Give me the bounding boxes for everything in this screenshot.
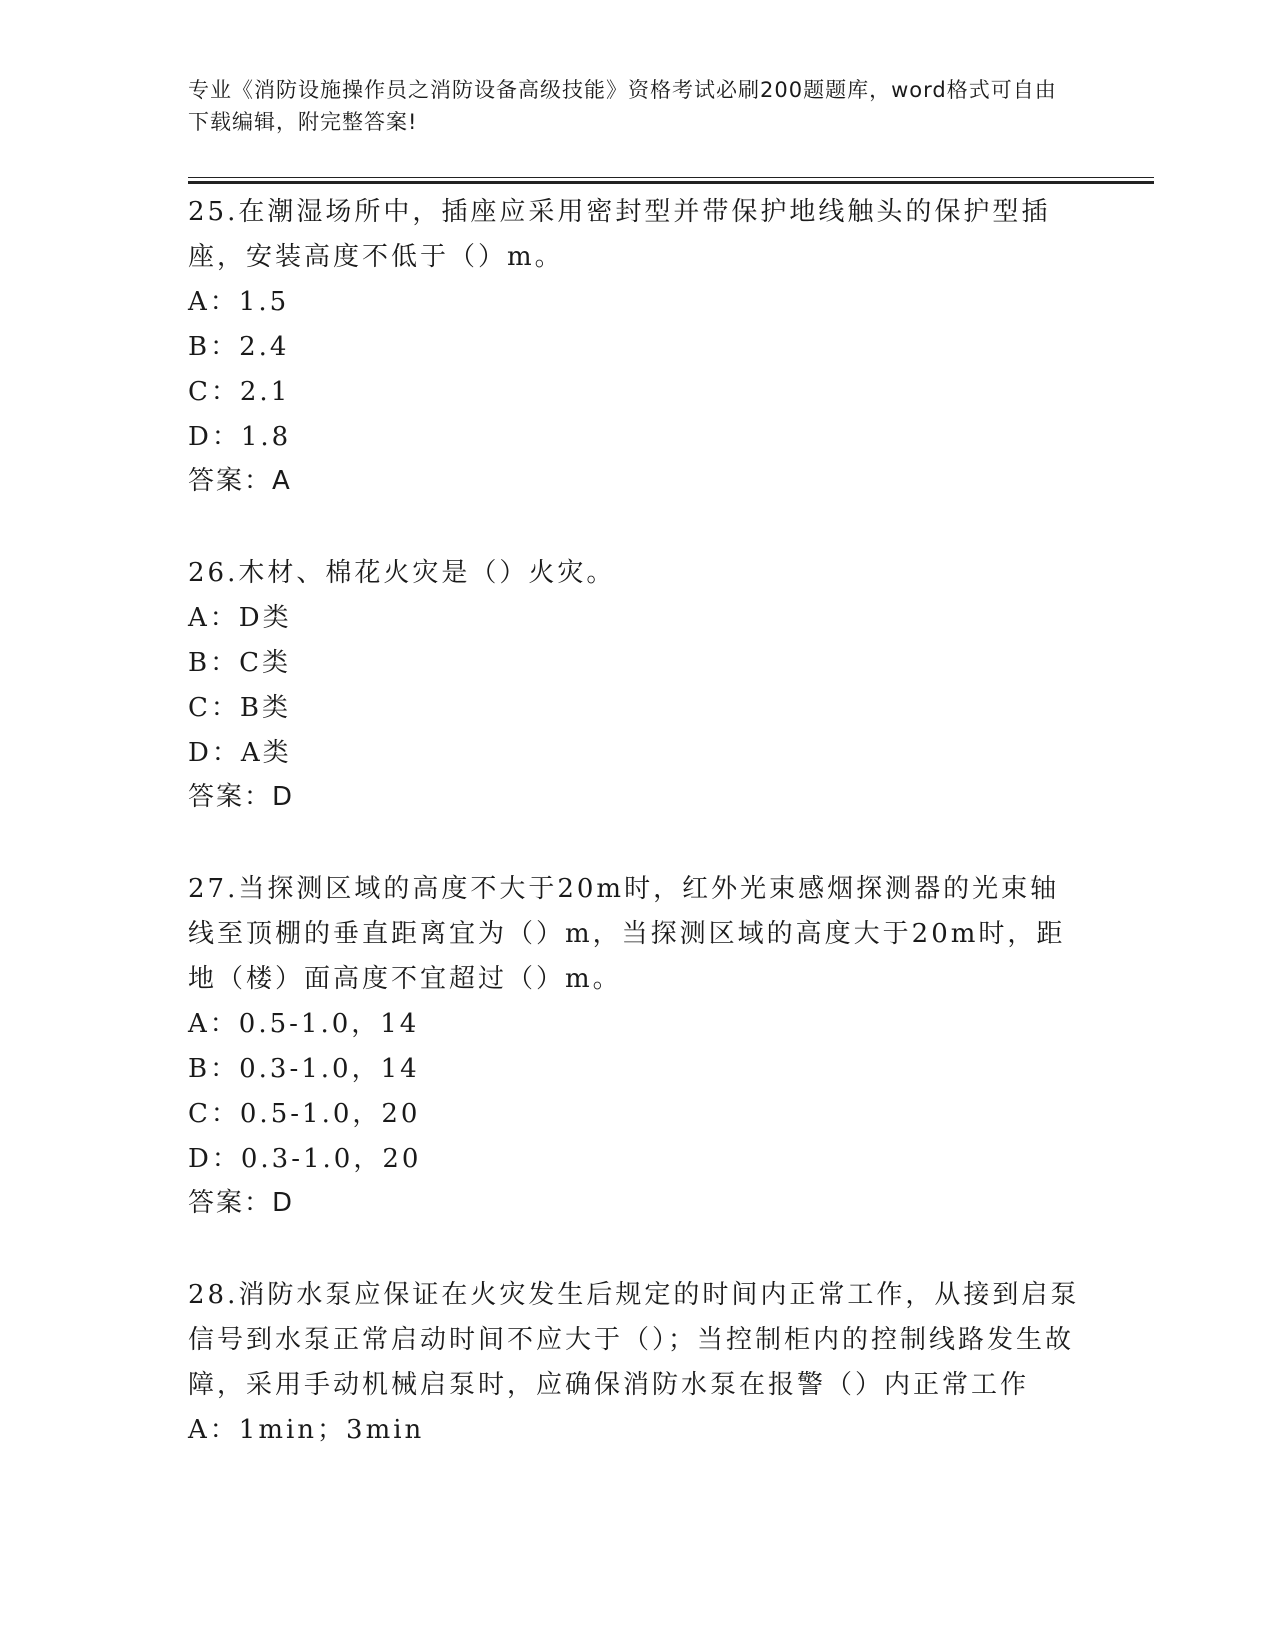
option-d: D：A类 bbox=[188, 738, 292, 768]
answer: 答案：D bbox=[188, 782, 295, 812]
question-stem: 27.当探测区域的高度不大于20m时，红外光束感烟探测器的光束轴线至顶棚的垂直距离宜为（）m，当探测区域的高度大于20m时，距地（楼）面高度不宜超过（）m。 bbox=[188, 874, 1066, 994]
question-stem: 26.木材、棉花火灾是（）火灾。 bbox=[188, 558, 616, 588]
option-b: B：C类 bbox=[188, 648, 292, 678]
question-27 bbox=[188, 867, 1088, 1225]
header-divider-thick bbox=[188, 181, 1154, 184]
option-a: A：D类 bbox=[188, 603, 292, 633]
option-d: D：0.3-1.0，20 bbox=[188, 1144, 422, 1174]
question-list bbox=[188, 190, 1088, 1453]
option-a: A：0.5-1.0，14 bbox=[188, 1009, 420, 1039]
question-stem: 28.消防水泵应保证在火灾发生后规定的时间内正常工作，从接到启泵信号到水泵正常启动时间不应大于（）；当控制柜内的控制线路发生故障，采用手动机械启泵时，应确保消防水泵在报警（）内正常工作 bbox=[188, 1280, 1080, 1400]
answer: 答案：D bbox=[188, 1188, 295, 1218]
question-25 bbox=[188, 190, 1088, 503]
option-c: C：B类 bbox=[188, 693, 292, 723]
option-b: B：0.3-1.0，14 bbox=[188, 1054, 420, 1084]
option-b: B：2.4 bbox=[188, 332, 290, 362]
document-header: 专业《消防设施操作员之消防设备高级技能》资格考试必刷200题题库，word格式可自由下载编辑，附完整答案! bbox=[188, 78, 1057, 134]
option-a: A：1min；3min bbox=[188, 1415, 425, 1445]
option-c: C：0.5-1.0，20 bbox=[188, 1099, 421, 1129]
header-divider-thin bbox=[188, 177, 1154, 178]
option-c: C：2.1 bbox=[188, 377, 291, 407]
option-d: D：1.8 bbox=[188, 422, 292, 452]
answer: 答案：A bbox=[188, 466, 292, 496]
question-28 bbox=[188, 1273, 1088, 1453]
question-26 bbox=[188, 551, 1088, 819]
option-a: A：1.5 bbox=[188, 287, 290, 317]
question-stem: 25.在潮湿场所中，插座应采用密封型并带保护地线触头的保护型插座，安装高度不低于（）m。 bbox=[188, 197, 1051, 272]
